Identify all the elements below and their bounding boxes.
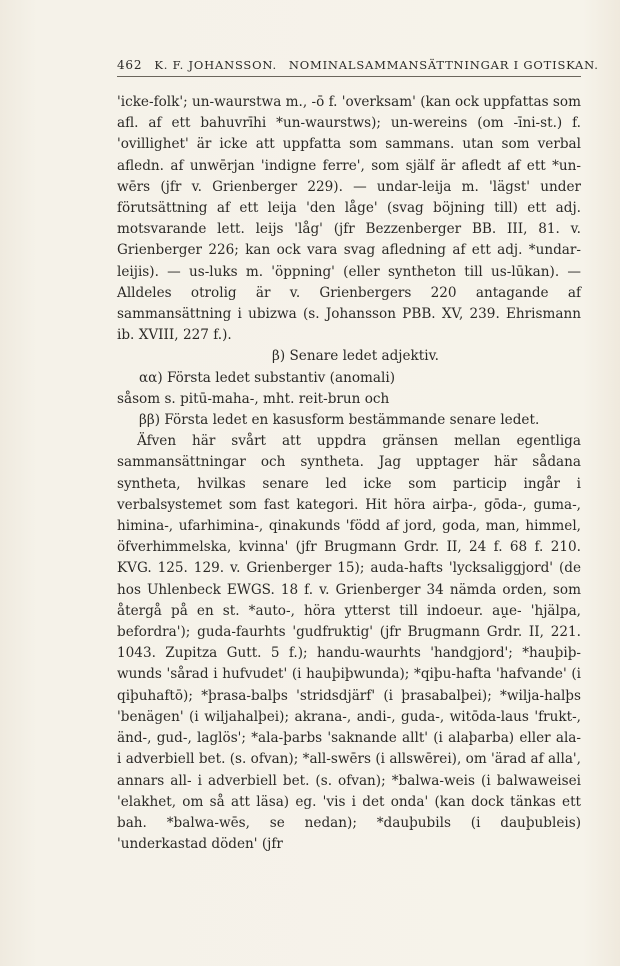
subsection-heading-alpha-alpha: αα) Första ledet substantiv (anomali) [139,369,396,386]
body-text [117,92,581,855]
paragraph-1: 'icke-folk'; un-waurstwa m., -ō f. 'overksam' (kan ock uppfattas som afl. af ett bahuvrīhi *un-waurstws); un-wereins (om -īni-st.) f. 'ovillighet' är icke att uppfatta som sammans. utan som verbal afledn. af unwērjan 'indigne ferre', som själf är afledt af ett *un-wērs (jfr v. Grienberger 229). — undar-leija m. 'lägst' under förutsättning af ett leija 'den låge' (svag böjning till) ett adj. motsvarande lett. leijs 'låg' (jfr Bezzenberger BB. III, 81. v. Grienberger 226; kan ock vara svag afledning af ett adj. *undar-leijis). — us-luks m. 'öppning' (eller syntheton till us-lūkan). — Alldeles otrolig är v. Grienbergers 220 antagande af sammansättning i ubizwa (s. Johansson PBB. XV, 239. Ehrismann ib. XVIII, 227 f.). [117,94,581,344]
paragraph-example: såsom s. pitū-maha-, mht. reit-brun och [117,390,390,407]
subsection-heading-beta-beta: ββ) Första ledet en kasusform bestämmande senare ledet. [139,412,540,429]
header-rule [117,76,581,77]
paragraph-main: Äfven här svårt att uppdra gränsen mellan egentliga sammansättningar och syntheta. Jag upptager här sådana syntheta, hvilkas senare led icke som particip ingår i verbalsystemet som fast kategori. Hit höra airþa-, gōda-, guma-, himina-, ufarhimina-, qinakunds 'född af jord, goda, man, himmel, öfverhimmelska, kvinna' (jfr Brugmann Grdr. II, 24 f. 68 f. 210. KVG. 125. 129. v. Grienberger 15); auda-hafts 'lycksaliggjord' (de hos Uhlenbeck EWGS. 18 f. v. Grienberger 34 nämda orden, som återgå på en st. *auto-, höra ytterst till indoeur. au̯e- 'hjälpa, befordra'); guda-faurhts 'gudfruktig' (jfr Brugmann Grdr. II, 221. 1043. Zupitza Gutt. 5 f.); handu-waurhts 'handgjord'; *hauþiþ-wunds 'sårad i hufvudet' (i hauþiþwunda); *qiþu-hafta 'hafvande' (i qiþuhaftō); *þrasa-balþs 'stridsdjärf' (i þrasabalþei); *wilja-halþs 'benägen' (i wiljahalþei); akrana-, andi-, guda-, witōda-laus 'frukt-, änd-, gud-, laglös'; *ala-þarbs 'saknande allt' (i alaþarba) eller ala- i adverbiell bet. (s. ofvan); *all-swērs (i allswērei), om 'ärad af alla', annars all- i adverbiell bet. (s. ofvan); *balwa-weis (i balwaweisei 'elakhet, om så att läsa) eg. 'vis i det onda' (kan dock tänkas ett bah. *balwa-wēs, se nedan); *dauþubils (i dauþubleis) 'underkastad döden' (jfr [117,433,581,853]
subsection-heading-beta: β) Senare ledet adjektiv. [272,348,439,365]
page-number: 462 [117,58,143,72]
running-header [117,58,599,72]
header-author: K. F. JOHANSSON. [154,58,277,72]
header-title: NOMINALSAMMANSÄTTNINGAR I GOTISKAN. [288,58,599,72]
